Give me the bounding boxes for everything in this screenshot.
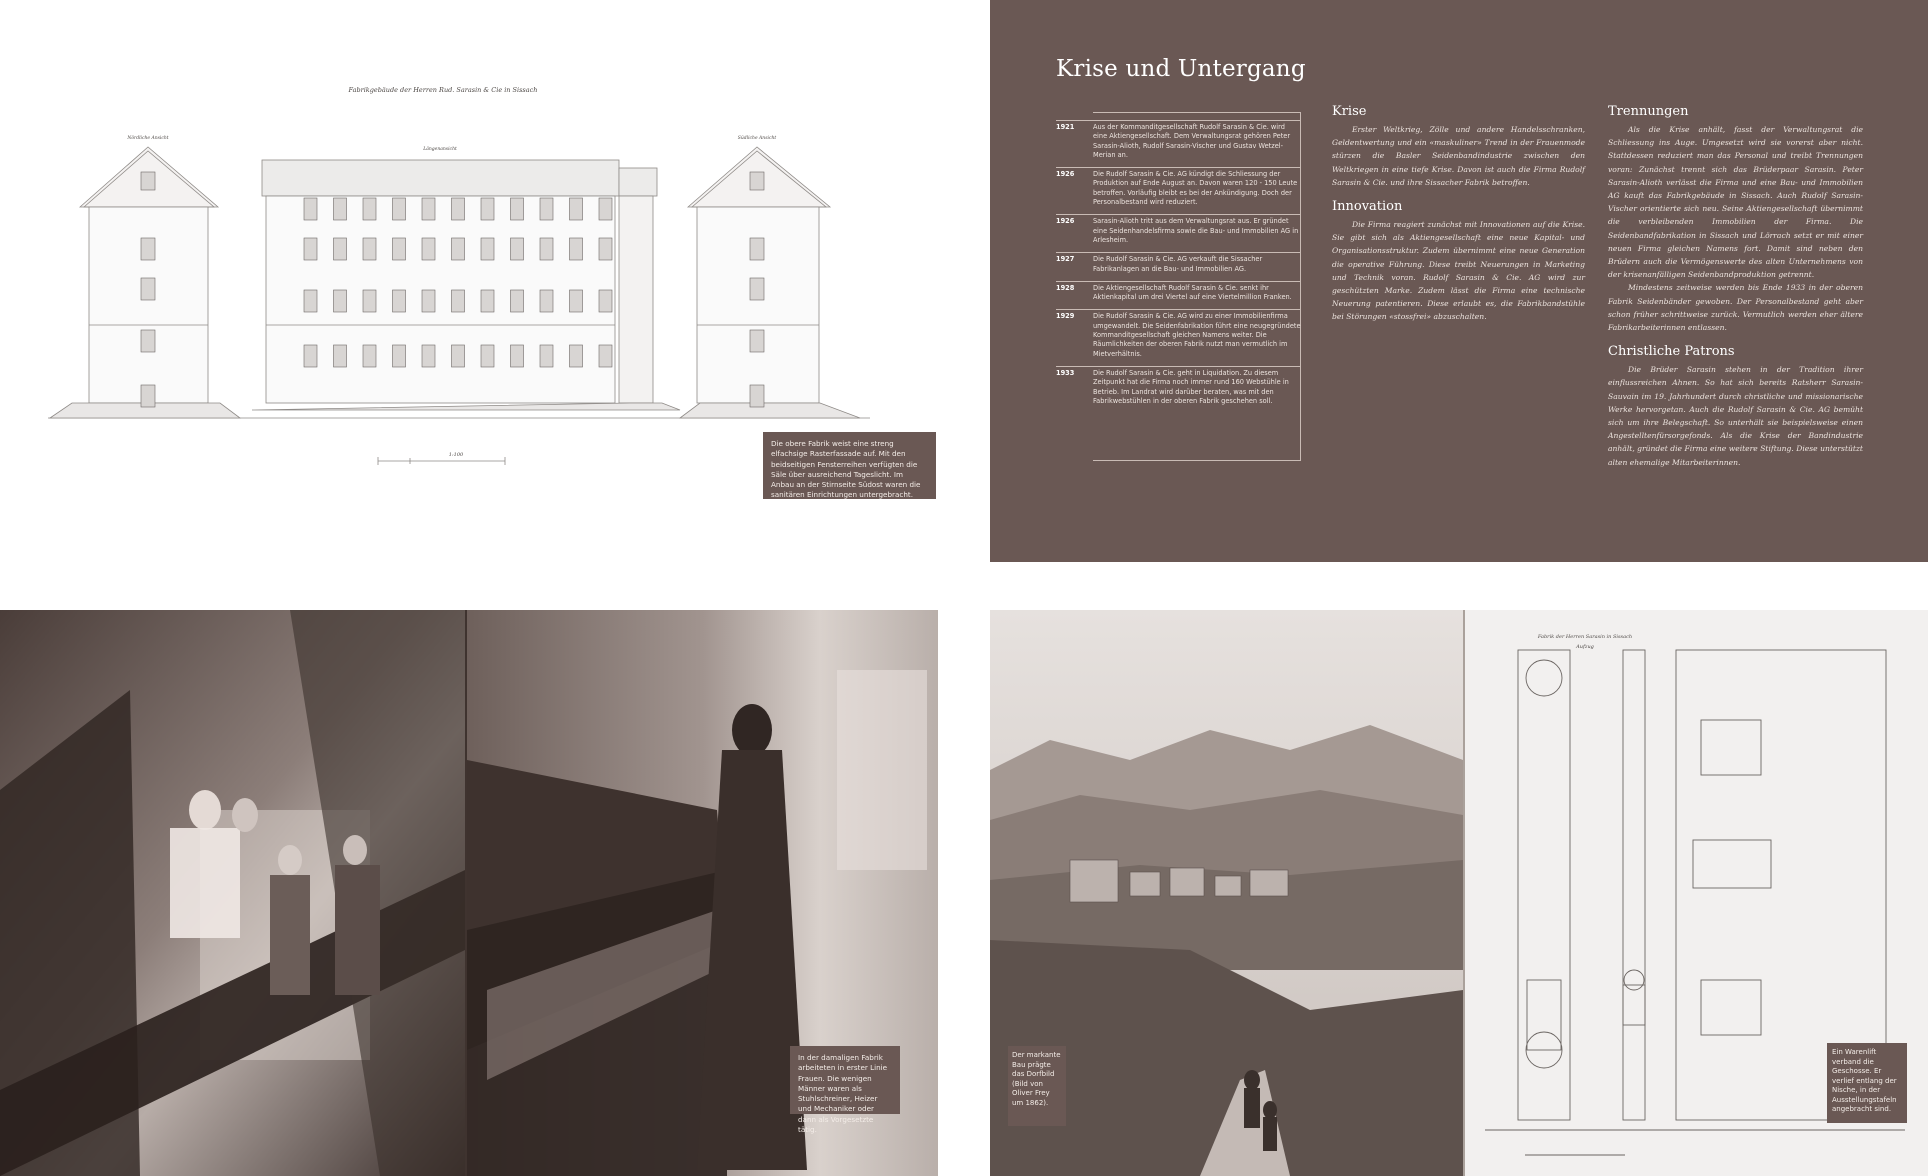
facade-window [304, 198, 317, 220]
landscape-elevator-page [990, 610, 1928, 1176]
facade-window [422, 198, 435, 220]
facade-window [393, 290, 406, 312]
elevator-caption: Ein Warenlift verband die Geschosse. Er verlief entlang der Nische, in der Ausstellungstafeln angebracht sind. [1827, 1043, 1907, 1123]
scale-label: 1:100 [448, 452, 464, 458]
timeline-text: Die Rudolf Sarasin & Cie. AG verkauft die Sissacher Fabrikanlagen an die Bau- und Immobilien AG. [1093, 255, 1263, 273]
section-heading-krise: Krise [1332, 104, 1367, 119]
facade-window [540, 238, 553, 260]
timeline-text: Die Rudolf Sarasin & Cie. geht in Liquidation. Zu diesem Zeitpunkt hat die Firma noch immer rund 160 Webstühle in Betrieb. Im Landrat wird darüber beraten, was mit den Fabrikwebstühlen in der oberen Fabrik geschehen soll. [1093, 368, 1289, 405]
facade-window [452, 198, 465, 220]
facade-window [393, 198, 406, 220]
facade-window [750, 385, 764, 407]
timeline-year: 1928 [1056, 283, 1075, 292]
facade-window [481, 345, 494, 367]
text-column-right [1608, 104, 1863, 479]
timeline-year: 1926 [1056, 217, 1075, 226]
facade-window [511, 198, 524, 220]
section-text-trennungen: Als die Krise anhält, fasst der Verwaltungsrat die Schliessung ins Auge. Umgesetzt wird sie vorerst aber nicht. Stattdessen reduziert man das Personal und treibt Trennungen voran: Zunächst trennt sich das Brüderpaar Sarasin. Peter Sarasin-Alioth verlässt die Firma und eine Bau- und Immobilien AG kauft das Fabrikgebäude in Sissach. Auch Rudolf Sarasin-Vischer orientierte sich neu. Seine Aktiengesellschaft übernimmt die verbleibenden Immobilien der Firma. Die Seidenbandfabrikation in Sissach und Lörrach setzt er mit einer neuen Firma gleichen Namens fort. Damit sind neben den Brüdern auch die Vermögenswerte des alten Unternehmens von der krisenanfälligen Seidenbandproduktion getrennt. [1608, 125, 1863, 280]
facade-window [540, 345, 553, 367]
facade-window [511, 290, 524, 312]
timeline-year: 1921 [1056, 123, 1075, 131]
facade-window [750, 330, 764, 352]
facade-window [570, 198, 583, 220]
facade-window [393, 345, 406, 367]
label-left-wing: Nördliche Ansicht [127, 136, 169, 141]
facade-window [363, 345, 376, 367]
timeline-year: 1929 [1056, 312, 1075, 321]
timeline-text: Die Rudolf Sarasin & Cie. AG kündigt die Schliessung der Produktion auf Ende August an. Davon waren 120 - 150 Leute betroffen. Vorläufig bleibt es bei der Ankündigung. Doch der Personalbestand wird reduziert. [1093, 170, 1298, 207]
facade-window [141, 172, 155, 190]
facade-window [334, 198, 347, 220]
facade-window [334, 290, 347, 312]
facade-window [334, 345, 347, 367]
section-text-patrons: Die Brüder Sarasin stehen in der Tradition ihrer einflussreichen Ahnen. So hat sich bereits Ratsherr Sarasin-Sauvain im 19. Jahrhundert durch christliche und missionarische Werke hervorgetan. Auch die Rudolf Sarasin & Cie. AG bemüht sich um ihre Belegschaft. So unterhält sie beispielsweise einen Angestelltenfürsorgefonds. Als die Krise der Bandindustrie anhält, gründet die Firma eine weitere Stiftung. Diese unterstützt alten ehemalige Mitarbeiterinnen. [1608, 365, 1863, 467]
facade-window [422, 290, 435, 312]
timeline-entry [1056, 214, 1301, 245]
facade-window [141, 385, 155, 407]
timeline-entry [1056, 309, 1301, 358]
facade-window [481, 238, 494, 260]
factory-photos-page [0, 610, 938, 1176]
facade-window [141, 238, 155, 260]
facade-window [304, 345, 317, 367]
section-text-innovation: Die Firma reagiert zunächst mit Innovationen auf die Krise. Sie gibt sich als Aktiengesellschaft eine neue Kapital- und Organisationsstruktur. Zudem übernimmt eine neue Generation die operative Führung. Diese treibt Neuerungen in Marketing und Technik voran. Rudolf Sarasin & Cie. AG wird zur geschützten Marke. Zudem lässt die Firma eine technische Neuerung patentieren. Diese erlaubt es, die Fabrikbandstühle bei Störungen «stossfrei» abzuschalten. [1332, 220, 1585, 322]
facade-caption: Die obere Fabrik weist eine streng elfachsige Rasterfassade auf. Mit den beidseitigen Fensterreihen verfügten die Säle über ausreichend Tageslicht. Im Anbau an der Stirnseite Südost waren die sanitären Einrichtungen untergebracht. [763, 432, 936, 499]
section-heading-innovation: Innovation [1332, 199, 1403, 215]
facade-window [599, 290, 612, 312]
timeline [1056, 120, 1301, 413]
timeline-entry [1056, 281, 1301, 303]
timeline-entry [1056, 167, 1301, 207]
timeline-entry [1056, 366, 1301, 406]
facade-window [422, 238, 435, 260]
workers-caption: In der damaligen Fabrik arbeiteten in erster Linie Frauen. Die wenigen Männer waren als Stuhlschreiner, Heizer und Mechaniker oder dann als Vorgesetzte tätig. [790, 1046, 900, 1114]
section-heading-patrons: Christliche Patrons [1608, 344, 1735, 360]
photo-workers-at-looms [0, 610, 465, 1176]
facade-window [750, 238, 764, 260]
facade-window [363, 290, 376, 312]
section-text-trennungen-2: Mindestens zeitweise werden bis Ende 1933 in der oberen Fabrik Seidenbänder gewoben. Der Personalbestand geht aber schon früher schrittweise zurück. Vermutlich werden eher ältere Fabrikarbeiterinnen entlassen. [1608, 283, 1863, 333]
timeline-year: 1927 [1056, 255, 1075, 264]
timeline-year: 1933 [1056, 368, 1075, 377]
timeline-text: Sarasin-Alioth tritt aus dem Verwaltungsrat aus. Er gründet eine Seidenhandelsfirma sowie die Bau- und Immobilien AG in Arlesheim. [1093, 217, 1299, 244]
elevator-drawing-subtitle: Aufzug [1576, 644, 1594, 650]
timeline-text: Die Rudolf Sarasin & Cie. AG wird zu einer Immobilienfirma umgewandelt. Die Seidenfabrikation führt eine neugegründete Kommanditgesellschaft gleichen Namens weiter. Die Räumlichkeiten der oberen Fabrik nutzt man vermutlich im Mietverhältnis. [1093, 312, 1301, 358]
drawing-title: Fabrikgebäude der Herren Rud. Sarasin & Cie in Sissach [348, 86, 538, 94]
facade-window [570, 345, 583, 367]
facade-window [540, 198, 553, 220]
facade-window [452, 345, 465, 367]
facade-window [422, 345, 435, 367]
landscape-caption: Der markante Bau prägte das Dorfbild (Bild von Oliver Frey um 1862). [1008, 1046, 1066, 1126]
timeline-year: 1926 [1056, 170, 1075, 179]
facade-window [750, 278, 764, 300]
crisis-text-page [990, 0, 1928, 562]
facade-window [363, 238, 376, 260]
timeline-entry [1056, 120, 1301, 160]
facade-window [334, 238, 347, 260]
facade-window [750, 172, 764, 190]
facade-window [304, 290, 317, 312]
facade-window [570, 290, 583, 312]
facade-window [393, 238, 406, 260]
facade-window [452, 238, 465, 260]
facade-window [141, 330, 155, 352]
label-right-wing: Südliche Ansicht [737, 136, 777, 141]
facade-window [599, 345, 612, 367]
facade-window [570, 238, 583, 260]
facade-window [481, 198, 494, 220]
facade-window [481, 290, 494, 312]
facade-window [511, 345, 524, 367]
facade-window [452, 290, 465, 312]
timeline-text: Die Aktiengesellschaft Rudolf Sarasin & Cie. senkt ihr Aktienkapital um drei Viertel auf eine Viertelmillion Franken. [1093, 283, 1292, 302]
page-title: Krise und Untergang [1056, 56, 1306, 82]
label-main-building: Längenansicht [423, 147, 457, 152]
facade-window [304, 238, 317, 260]
facade-window [599, 198, 612, 220]
facade-window [363, 198, 376, 220]
timeline-text: Aus der Kommanditgesellschaft Rudolf Sarasin & Cie. wird eine Aktiengesellschaft. Dem Verwaltungsrat gehören Peter Sarasin-Alioth, Rudolf Sarasin-Vischer und Gustav Wetzel-Merian an. [1093, 123, 1291, 159]
text-column-middle [1332, 104, 1585, 334]
facade-window [511, 238, 524, 260]
section-text-krise: Erster Weltkrieg, Zölle und andere Handelsschranken, Geldentwertung und ein «maskuliner» Trend in der Frauenmode stürzen die Basler Seidenbandindustrie zwischen den Weltkriegen in eine tiefe Krise. Davon ist auch die Firma Rudolf Sarasin & Cie. und ihre Sissacher Fabrik betroffen. [1332, 125, 1585, 187]
facade-window [540, 290, 553, 312]
facade-window [141, 278, 155, 300]
timeline-entry [1056, 252, 1301, 274]
section-heading-trennungen: Trennungen [1608, 104, 1689, 119]
elevator-drawing-title: Fabrik der Herren Sarasin in Sissach [1537, 634, 1633, 640]
facade-window [599, 238, 612, 260]
facade-drawing-page [0, 0, 990, 562]
